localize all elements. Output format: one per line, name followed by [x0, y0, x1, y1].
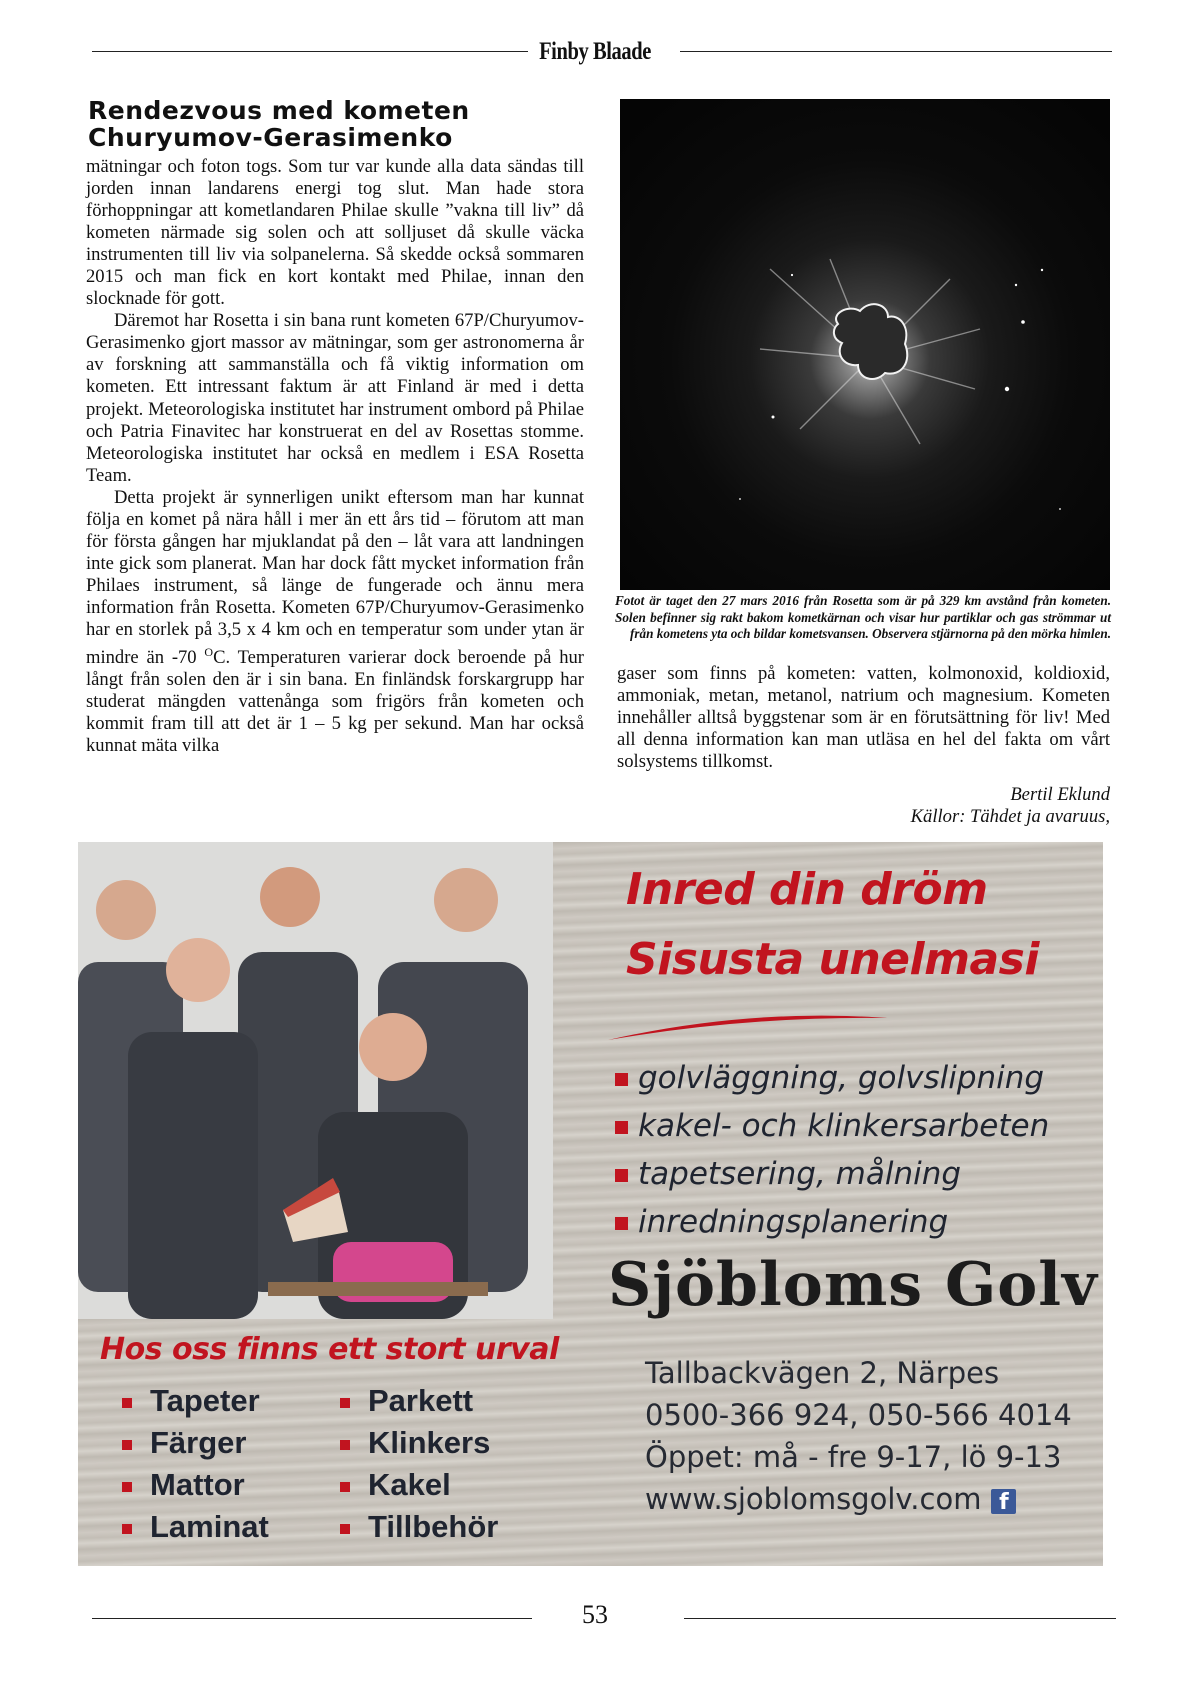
product-label: Färger [150, 1425, 247, 1460]
article-paragraph-right: gaser som finns på kometen: vatten, kolmonoxid, koldioxid, ammoniak, metan, metanol, natrium och magnesium. Kometen innehåller alltså byggstenar som är en förutsättning för liv! Med all denna information kan man utläsa en hel del fakta om vårt solsystems tillkomst. [617, 663, 1110, 773]
product-item [340, 1422, 498, 1464]
product-item [340, 1380, 498, 1422]
services-list [615, 1054, 1049, 1246]
product-item [122, 1506, 269, 1548]
bullet-square [122, 1440, 132, 1450]
service-label: tapetsering, målning [638, 1156, 962, 1192]
service-item [615, 1102, 1049, 1150]
product-label: Parkett [368, 1383, 474, 1418]
product-item [340, 1464, 498, 1506]
website-row [645, 1478, 1072, 1520]
bullet-square [122, 1482, 132, 1492]
opening-hours: Öppet: må - fre 9-17, lö 9-13 [645, 1440, 1062, 1474]
headline-line-2: Churyumov-Gerasimenko [88, 123, 453, 152]
footer-rule-right [684, 1618, 1116, 1619]
staff-photo [78, 842, 553, 1319]
author-name: Bertil Eklund [1010, 784, 1110, 805]
address: Tallbackvägen 2, Närpes [645, 1356, 1000, 1390]
photo-caption: Fotot är taget den 27 mars 2016 från Rosetta som är på 329 km avstånd från kometen. Solen befinner sig rakt bakom kometkärnan och visar hur partiklar och gas strömmar ut från kometens yta och bildar kometsvansen. Observera stjärnorna på den mörka himlen. [615, 593, 1111, 642]
sources-line: Källor: Tähdet ja avaruus, [910, 806, 1110, 827]
service-label: inredningsplanering [638, 1204, 949, 1240]
slogan-line-1: Inred din dröm [626, 864, 988, 915]
product-item [122, 1422, 269, 1464]
page-number: 53 [582, 1600, 608, 1629]
bullet-square [122, 1398, 132, 1408]
products-column-2 [340, 1380, 498, 1548]
staff-group-illustration [78, 842, 553, 1319]
product-item [340, 1506, 498, 1548]
slogan-line-2: Sisusta unelmasi [626, 934, 1039, 985]
service-item [615, 1150, 1049, 1198]
bench [268, 1282, 488, 1296]
brand-name: Sjöbloms Golv [608, 1250, 1098, 1320]
service-label: kakel- och klinkersarbeten [638, 1108, 1050, 1144]
red-swoosh [598, 1010, 898, 1050]
bullet-square [615, 1121, 628, 1134]
bullet-square [615, 1169, 628, 1182]
footer-rule-left [92, 1618, 532, 1619]
facebook-icon[interactable]: f [991, 1489, 1016, 1514]
bullet-square [615, 1073, 628, 1086]
product-label: Tapeter [150, 1383, 260, 1418]
comet-photo [620, 99, 1110, 590]
contact-info [645, 1352, 1072, 1520]
products-column-1 [122, 1380, 269, 1548]
bullet-square [615, 1217, 628, 1230]
bullet-square [340, 1524, 350, 1534]
product-label: Mattor [150, 1467, 245, 1502]
article-paragraph-2: Däremot har Rosetta i sin bana runt kometen 67P/Churyumov-Gerasimenko gjort massor av mätningar, som ger astronomerna år av forskning att sammanställa och få viktig information om kometen. Ett intressant faktum är att Finland är med i detta projekt. Meteorologiska institutet har instrument ombord på Philae och Patria Finavitec har konstruerat en del av Rosettas stomme. Meteorologiska institutet har också en medlem i ESA Rosetta Team. [86, 310, 584, 486]
product-label: Kakel [368, 1467, 451, 1502]
service-item [615, 1054, 1049, 1102]
comet-nucleus [834, 304, 907, 379]
product-item [122, 1464, 269, 1506]
article-column-right [617, 663, 1110, 773]
header-rule-right [680, 51, 1112, 52]
product-item [122, 1380, 269, 1422]
article-paragraph-1: mätningar och foton togs. Som tur var kunde alla data sändas till jorden innan landarens energi tog slut. Man hade stora förhoppningar att kometlandaren Philae skulle ”vakna till liv” då kometen närmade sig solen och att solljuset då skulle väcka instrumenten till liv via solpanelerna. Så skedde också sommaren 2015 och man fick en kort kontakt med Philae, innan den slocknade för gott. [86, 156, 584, 310]
service-item [615, 1198, 1049, 1246]
article-headline [88, 97, 588, 151]
comet-illustration [620, 99, 1110, 590]
bullet-square [340, 1440, 350, 1450]
paragraph-3-part-1: Detta projekt är synnerligen unikt eftersom man har kunnat följa en komet på nära håll i mer än ett års tid – förutom att man för första gången har mjuklandat på den – låt vara att landningen inte gick som planerat. Man har dock fått mycket information från Philaes instrument, så länge de fungerade och ännu mera information från Rosetta. Kometen 67P/Churyumov-Gerasimenko har en storlek på 3,5 x 4 km och en temperatur som under ytan är mindre än -70 [86, 486, 584, 669]
advertisement [78, 842, 1103, 1566]
bullet-square [122, 1524, 132, 1534]
product-label: Laminat [150, 1509, 269, 1544]
bullet-square [340, 1482, 350, 1492]
bullet-square [340, 1398, 350, 1408]
selection-title: Hos oss finns ett stort urval [100, 1332, 559, 1367]
stars [739, 269, 1061, 510]
article-column-left [86, 156, 584, 757]
headline-line-1: Rendezvous med kometen [88, 96, 470, 125]
article-paragraph-3 [86, 487, 584, 758]
website-link[interactable]: www.sjoblomsgolv.com [645, 1482, 982, 1516]
degree-symbol: O [204, 645, 214, 660]
phone-numbers: 0500-366 924, 050-566 4014 [645, 1398, 1072, 1432]
paragraph-3-part-2: C. Temperaturen varierar dock beroende på hur långt från solen den är i sin bana. En finländsk forskargrupp har studerat mängden vattenånga som frigörs från kometen och kommit fram till att det är 1 – 5 kg per sekund. Man har också kunnat mäta vilka [86, 647, 584, 757]
product-label: Tillbehör [368, 1509, 499, 1544]
service-label: golvläggning, golvslipning [638, 1060, 1045, 1096]
product-label: Klinkers [368, 1425, 491, 1460]
magazine-title: Finby Blaade [539, 38, 651, 65]
header-rule-left [92, 51, 528, 52]
